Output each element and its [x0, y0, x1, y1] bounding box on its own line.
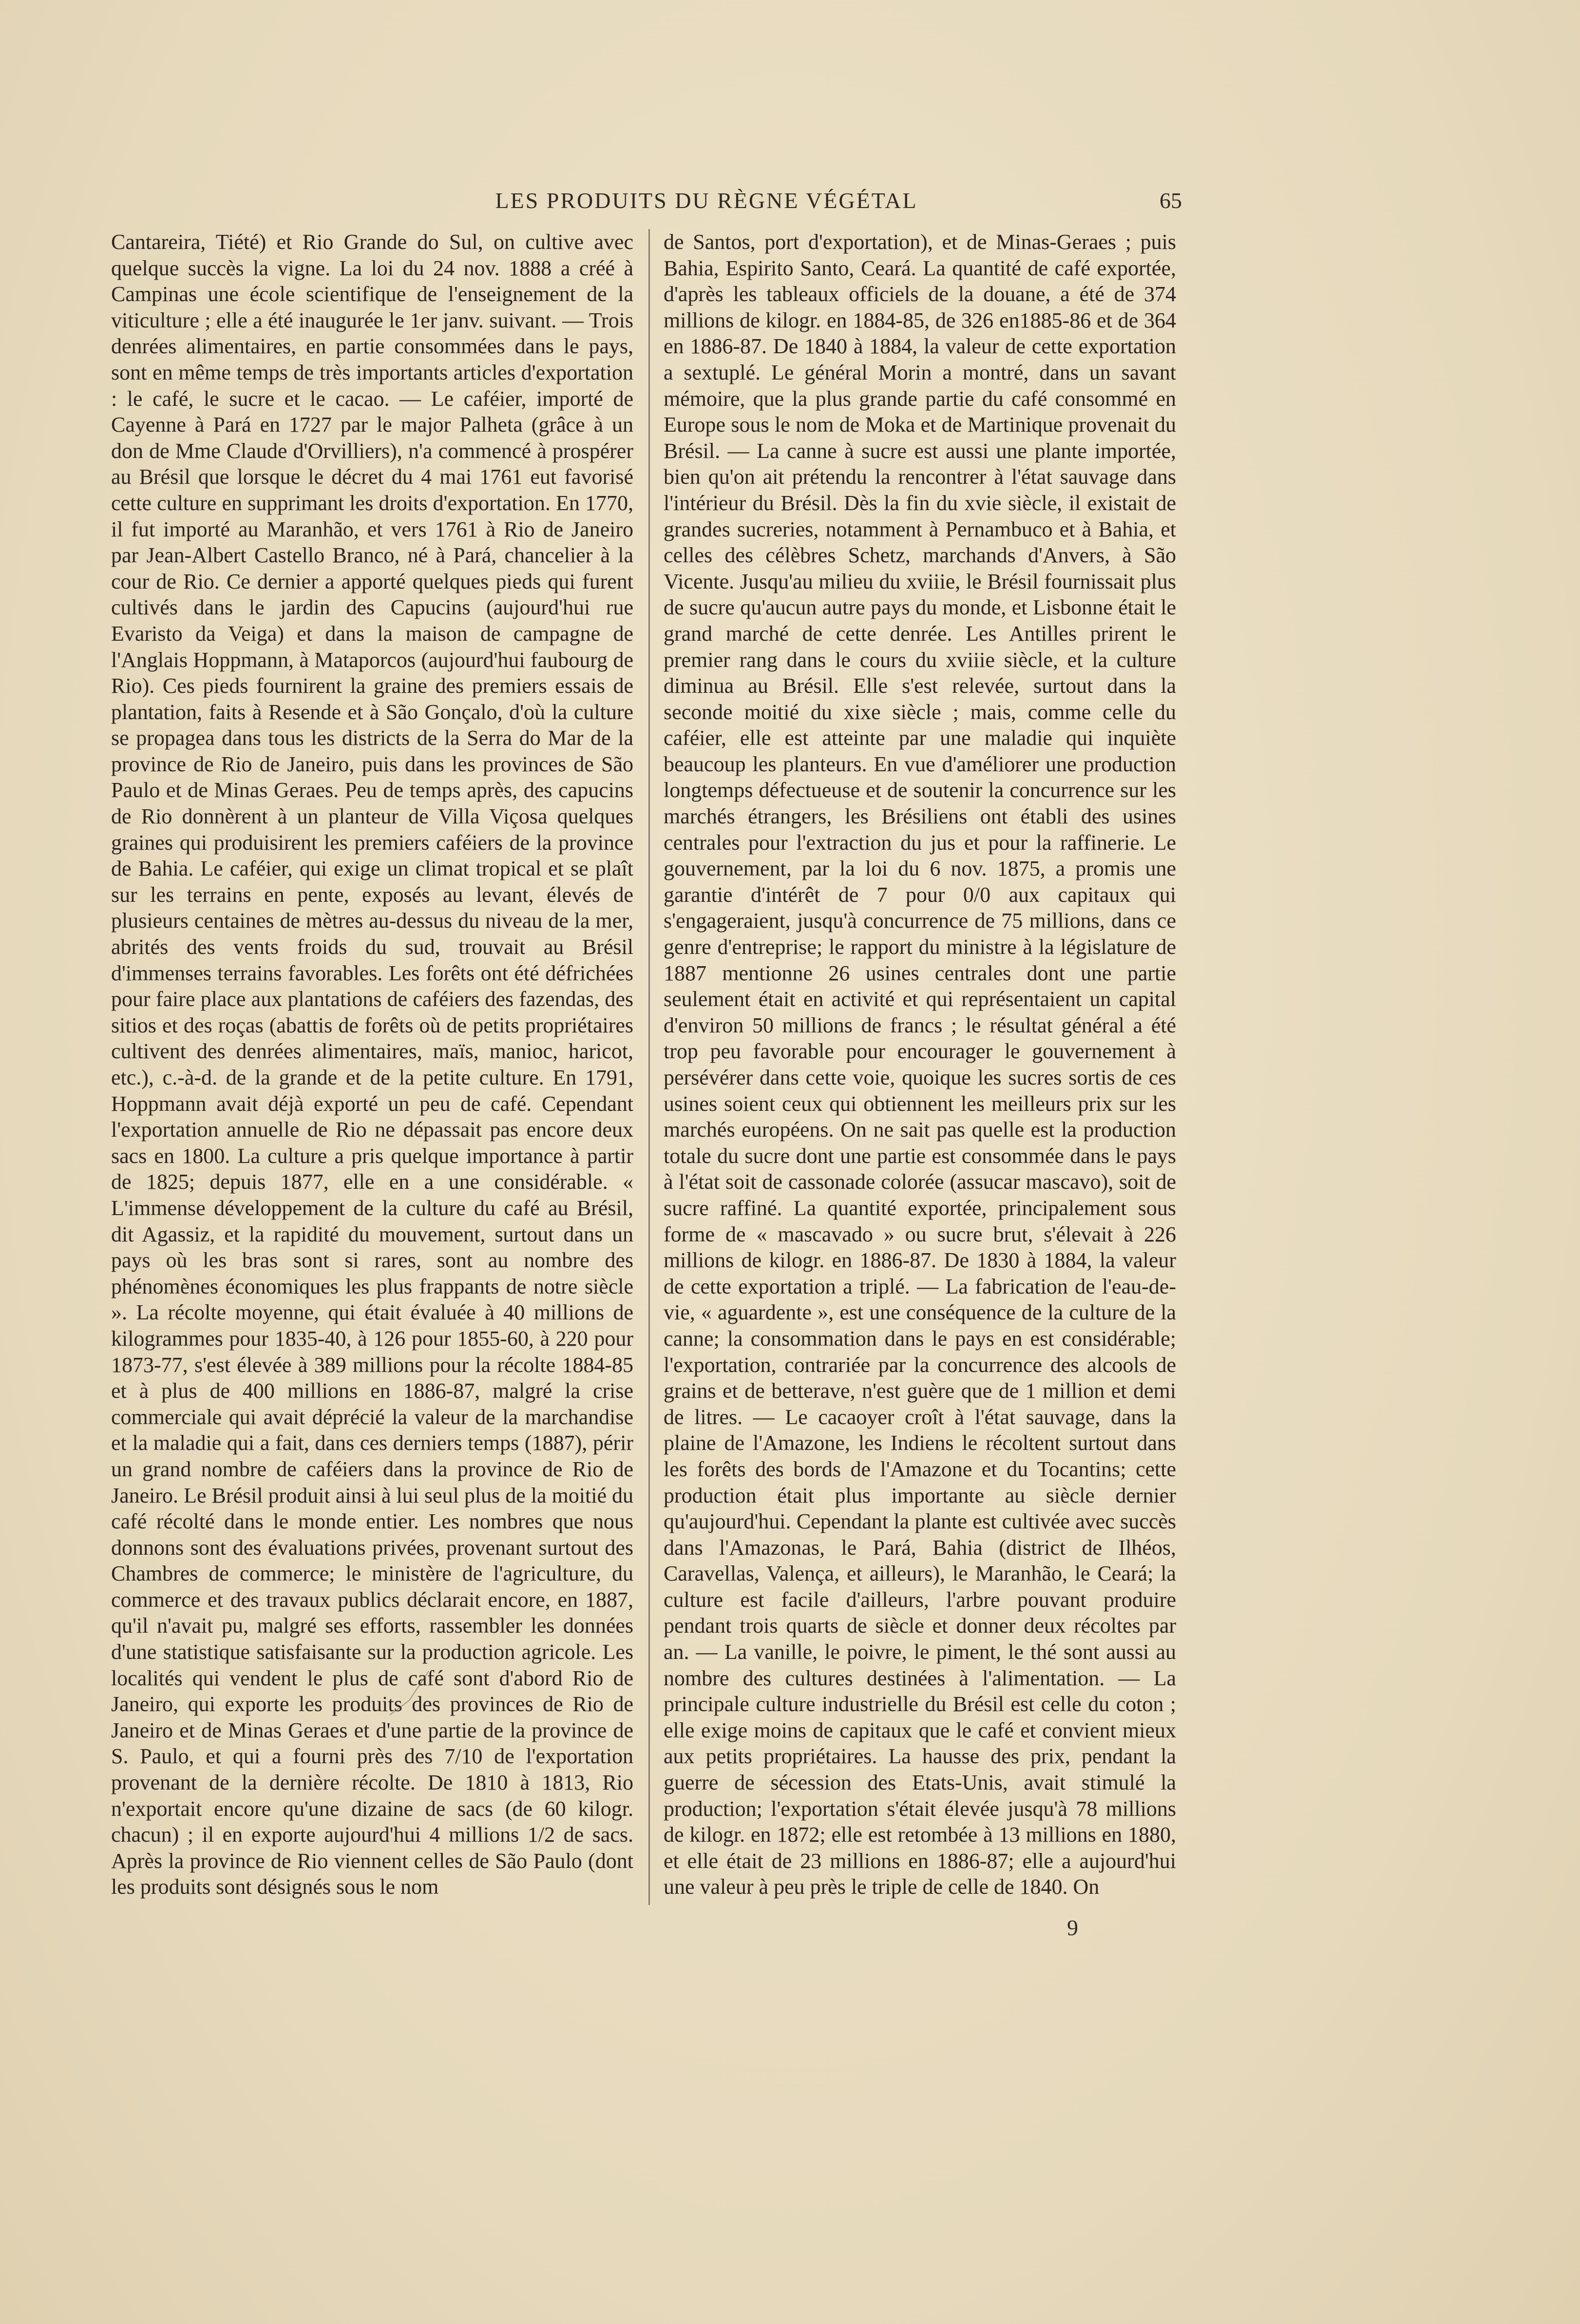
pencil-mark-icon — [380, 1661, 438, 1720]
right-column-text: de Santos, port d'exportation), et de Minas-Geraes ; puis Bahia, Espirito Santo, Ceará. La quantité de café exportée, d'après les tableaux officiels de la douane, a été de 374 millions de kilogr. en 1884-85, de 326 en1885-86 et de 364 en 1886-87. De 1840 à 1884, la valeur de cette exportation a sextuplé. Le général Morin a montré, dans un savant mémoire, que la plus grande partie du café consommé en Europe sous le nom de Moka et de Martinique provenait du Brésil. — La canne à sucre est aussi une plante importée, bien qu'on ait prétendu la rencontrer à l'état sauvage dans l'intérieur du Brésil. Dès la fin du xvie siècle, il existait de grandes sucreries, notamment à Pernambuco et à Bahia, et celles des célèbres Schetz, marchands d'Anvers, à São Vicente. Jusqu'au milieu du xviiie, le Brésil fournissait plus de sucre qu'aucun autre pays du monde, et Lisbonne était le grand marché de cette denrée. Les Antilles prirent le premier rang dans le cours du xviiie siècle, et la culture diminua au Brésil. Elle s'est relevée, surtout dans la seconde moitié du xixe siècle ; mais, comme celle du caféier, elle est atteinte par une maladie qui inquiète beaucoup les planteurs. En vue d'améliorer une production longtemps défectueuse et de soutenir la concurrence sur les marchés étrangers, les Brésiliens ont établi des usines centrales pour l'extraction du jus et pour la raffinerie. Le gouvernement, par la loi du 6 nov. 1875, a promis une garantie d'intérêt de 7 pour 0/0 aux capitaux qui s'engageraient, jusqu'à concurrence de 75 millions, dans ce genre d'entreprise; le rapport du ministre à la législature de 1887 mentionne 26 usines centrales dont une partie seulement était en activité et qui représentaient un capital d'environ 50 millions de francs ; le résultat général a été trop peu favorable pour encourager le gouvernement à persévérer dans cette voie, quoique les sucres sortis de ces usines soient ceux qui obtiennent les meilleurs prix sur les marchés européens. On ne sait pas quelle est la production totale du sucre dont une partie est consommée dans le pays à l'état soit de cassonade colorée (assucar mascavo), soit de sucre raffiné. La quantité exportée, principalement sous forme de « mascavado » ou sucre brut, s'élevait à 226 millions de kilogr. en 1886-87. De 1830 à 1884, la valeur de cette exportation a triplé. — La fabrication de l'eau-de-vie, « aguardente », est une conséquence de la culture de la canne; la consommation dans le pays en est considérable; l'exportation, contrariée par la concurrence des alcools de grains et de betterave, n'est guère que de 1 million et demi de litres. — Le cacaoyer croît à l'état sauvage, dans la plaine de l'Amazone, les Indiens le récoltent surtout dans les forêts des bords de l'Amazone et du Tocantins; cette production était plus importante au siècle dernier qu'aujourd'hui. Cependant la plante est cultivée avec succès dans l'Amazonas, le Pará, Bahia (district de Ilhéos, Caravellas, Valença, et ailleurs), le Maranhão, le Ceará; la culture est facile d'ailleurs, l'arbre pouvant produire pendant trois quarts de siècle et donner deux récoltes par an. — La vanille, le poivre, le piment, le thé sont aussi au nombre des cultures destinées à l'alimentation. — La principale culture industrielle du Brésil est celle du coton ; elle exige moins de capitaux que le café et convient mieux aux petits propriétaires. La hausse des prix, pendant la guerre de sécession des Etats-Unis, avait stimulé la production; l'exportation s'était élevée jusqu'à 78 millions de kilogr. en 1872; elle est retombée à 13 millions en 1880, et elle était de 23 millions en 1886-87; elle a aujourd'hui une valeur à peu près le triple de celle de 1840. On — [664, 230, 1176, 1899]
page-number: 65 — [1160, 188, 1182, 213]
running-header — [0, 188, 1580, 227]
text-column-right — [664, 229, 1176, 1900]
text-column-left — [111, 229, 633, 1900]
running-title: LES PRODUITS DU RÈGNE VÉGÉTAL — [495, 188, 918, 213]
column-divider — [648, 229, 650, 1905]
signature-mark: 9 — [1067, 1915, 1078, 1940]
left-column-text: Cantareira, Tiété) et Rio Grande do Sul, on cultive avec quelque succès la vigne. La loi du 24 nov. 1888 a créé à Campinas une école scientifique de l'enseignement de la viticulture ; elle a été inaugurée le 1er janv. suivant. — Trois denrées alimentaires, en partie consommées dans le pays, sont en même temps de très importants articles d'exportation : le café, le sucre et le cacao. — Le caféier, importé de Cayenne à Pará en 1727 par le major Palheta (grâce à un don de Mme Claude d'Orvilliers), n'a commencé à prospérer au Brésil que lorsque le décret du 4 mai 1761 eut favorisé cette culture en supprimant les droits d'exportation. En 1770, il fut importé au Maranhão, et vers 1761 à Rio de Janeiro par Jean-Albert Castello Branco, né à Pará, chancelier à la cour de Rio. Ce dernier a apporté quelques pieds qui furent cultivés dans le jardin des Capucins (aujourd'hui rue Evaristo da Veiga) et dans la maison de campagne de l'Anglais Hoppmann, à Mataporcos (aujourd'hui faubourg de Rio). Ces pieds fournirent la graine des premiers essais de plantation, faits à Resende et à São Gonçalo, d'où la culture se propagea dans tous les districts de la Serra do Mar de la province de Rio de Janeiro, puis dans les provinces de São Paulo et de Minas Geraes. Peu de temps après, des capucins de Rio donnèrent à un planteur de Villa Viçosa quelques graines qui produisirent les premiers caféiers de la province de Bahia. Le caféier, qui exige un climat tropical et se plaît sur les terrains en pente, exposés au levant, élevés de plusieurs centaines de mètres au-dessus du niveau de la mer, abrités des vents froids du sud, trouvait au Brésil d'immenses terrains favorables. Les forêts ont été défrichées pour faire place aux plantations de caféiers des fazendas, des sitios et des roças (abattis de forêts où de petits propriétaires cultivent des denrées alimentaires, maïs, manioc, haricot, etc.), c.-à-d. de la grande et de la petite culture. En 1791, Hoppmann avait déjà exporté un peu de café. Cependant l'exportation annuelle de Rio ne dépassait pas encore deux sacs en 1800. La culture a pris quelque importance à partir de 1825; depuis 1877, elle en a une considérable. « L'immense développement de la culture du café au Brésil, dit Agassiz, et la rapidité du mouvement, surtout dans un pays où les bras sont si rares, sont au nombre des phénomènes économiques les plus frappants de notre siècle ». La récolte moyenne, qui était évaluée à 40 millions de kilogrammes pour 1835-40, à 126 pour 1855-60, à 220 pour 1873-77, s'est élevée à 389 millions pour la récolte 1884-85 et à plus de 400 millions en 1886-87, malgré la crise commerciale qui avait déprécié la valeur de la marchandise et la maladie qui a fait, dans ces derniers temps (1887), périr un grand nombre de caféiers dans la province de Rio de Janeiro. Le Brésil produit ainsi à lui seul plus de la moitié du café récolté dans le monde entier. Les nombres que nous donnons sont des évaluations privées, provenant surtout des Chambres de commerce; le ministère de l'agriculture, du commerce et des travaux publics déclarait encore, en 1887, qu'il n'avait pu, malgré ses efforts, rassembler les données d'une statistique satisfaisante sur la production agricole. Les localités qui vendent le plus de café sont d'abord Rio de Janeiro, qui exporte les produits des provinces de Rio de Janeiro et de Minas Geraes et d'une partie de la province de S. Paulo, et qui a fourni près des 7/10 de l'exportation provenant de la dernière récolte. De 1810 à 1813, Rio n'exportait encore qu'une dizaine de sacs (de 60 kilogr. chacun) ; il en exporte aujourd'hui 4 millions 1/2 de sacs. Après la province de Rio viennent celles de São Paulo (dont les produits sont désignés sous le nom — [111, 230, 633, 1899]
